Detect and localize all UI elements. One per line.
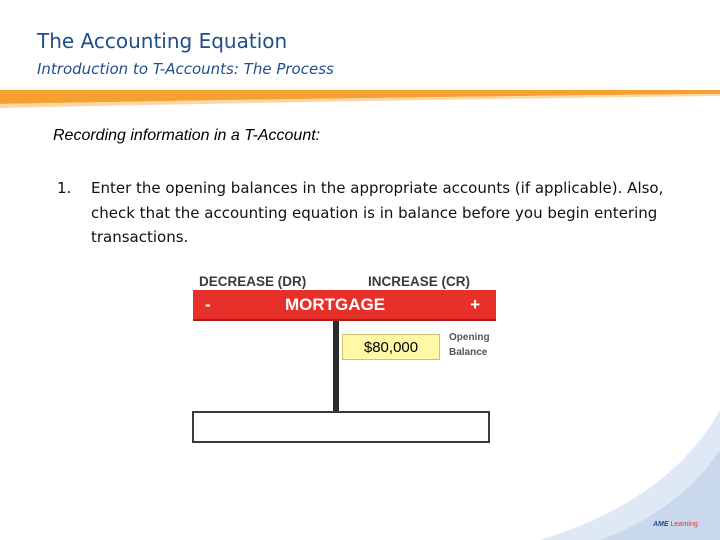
opening-balance-annotation	[449, 330, 509, 360]
page-title: The Accounting Equation	[37, 29, 288, 53]
step-number: 1.	[57, 179, 72, 197]
plus-sign: +	[470, 295, 480, 314]
footer-logo	[653, 521, 698, 528]
corner-swoosh-decoration	[520, 380, 720, 540]
account-name-bar	[193, 290, 496, 321]
minus-sign: -	[205, 295, 211, 314]
account-name: MORTGAGE	[285, 295, 386, 314]
header-swoosh-decoration	[0, 86, 720, 110]
increase-cr-label: INCREASE (CR)	[368, 274, 471, 289]
annotation-line-2: Balance	[449, 347, 488, 358]
annotation-line-1: Opening	[449, 332, 490, 343]
step-text: Enter the opening balances in the appropriate accounts (if applicable). Also, check that the accounting equation is in balance before you begin entering transactions.	[91, 179, 664, 246]
logo-brand: AME	[653, 521, 669, 528]
decrease-dr-label: DECREASE (DR)	[199, 274, 307, 289]
t-account-total-row	[192, 411, 490, 443]
opening-balance-value: $80,000	[342, 334, 440, 360]
section-heading: Recording information in a T-Account:	[53, 127, 321, 144]
page-subtitle: Introduction to T-Accounts: The Process	[37, 60, 334, 78]
logo-word: Learning	[670, 521, 698, 528]
